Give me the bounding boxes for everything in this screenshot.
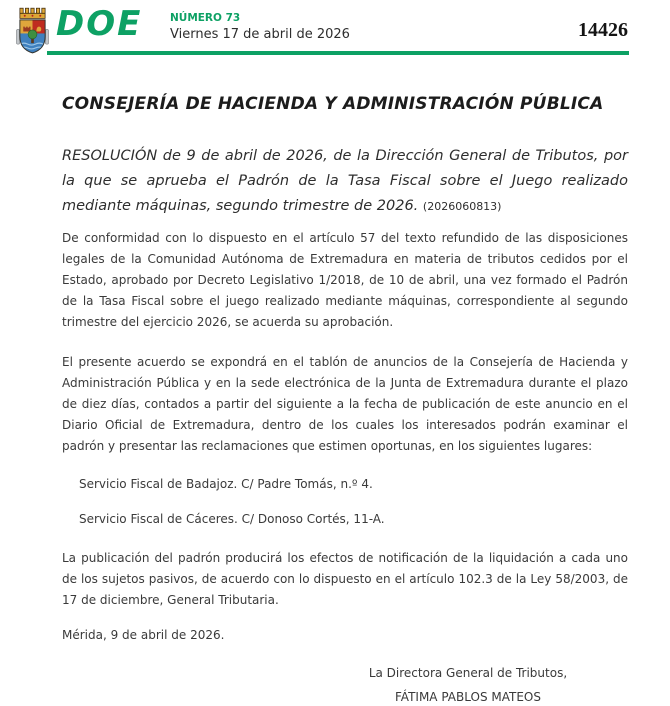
body-paragraph: El presente acuerdo se expondrá en el tablón de anuncios de la Consejería de Hacienda y Administración Pública y en la sede electrónica de la Junta de Extremadura durante el plazo de diez días, contados a partir del siguiente a la fecha de publicación de este anuncio en el Diario Oficial de Extremadura, dentro de los cuales los interesados podrán examinar el padrón y presentar las reclamaciones que estimen oportunas, en los siguientes lugares: (62, 355, 628, 453)
location-item: Servicio Fiscal de Badajoz. C/ Padre Tomás, n.º 4. (79, 477, 373, 491)
signature-role: La Directora General de Tributos, (368, 666, 568, 680)
resolution-heading (62, 144, 628, 219)
resolution-reference-code: (2026060813) (422, 200, 502, 213)
section-title: CONSEJERÍA DE HACIENDA Y ADMINISTRACIÓN PÚBLICA (62, 94, 604, 114)
header-divider-rule (47, 51, 629, 55)
document-body (0, 56, 670, 706)
signature-name: FÁTIMA PABLOS MATEOS (395, 690, 541, 704)
bulletin-header (0, 0, 670, 56)
issue-number-label: NÚMERO 73 (170, 12, 241, 24)
resolution-text: RESOLUCIÓN de 9 de abril de 2026, de la Dirección General de Tributos, por la que se aprueba el Padrón de la Tasa Fiscal sobre el Juego realizado mediante máquinas, segundo trimestre de 2026. (62, 148, 628, 214)
page-number: 14426 (578, 19, 628, 41)
doe-logo: DOE (56, 4, 143, 44)
place-and-date: Mérida, 9 de abril de 2026. (62, 628, 225, 642)
extremadura-coat-of-arms-icon (16, 7, 49, 56)
body-paragraph: De conformidad con lo dispuesto en el artículo 57 del texto refundido de las disposiciones legales de la Comunidad Autónoma de Extremadura en materia de tributos cedidos por el Estado, aprobado por Decreto Legislativo 1/2018, de 10 de abril, una vez formado el Padrón de la Tasa Fiscal sobre el juego realizado mediante máquinas, correspondiente al segundo trimestre del ejercicio 2026, se acuerda su aprobación. (62, 231, 628, 329)
closing-paragraph: La publicación del padrón producirá los efectos de notificación de la liquidación a cada uno de los sujetos pasivos, de acuerdo con lo dispuesto en el artículo 102.3 de la Ley 58/2003, de 17 de diciembre, General Tributaria. (62, 551, 628, 607)
signature-block (308, 663, 628, 706)
publication-date-label: Viernes 17 de abril de 2026 (170, 27, 350, 42)
location-item: Servicio Fiscal de Cáceres. C/ Donoso Cortés, 11-A. (79, 512, 385, 526)
